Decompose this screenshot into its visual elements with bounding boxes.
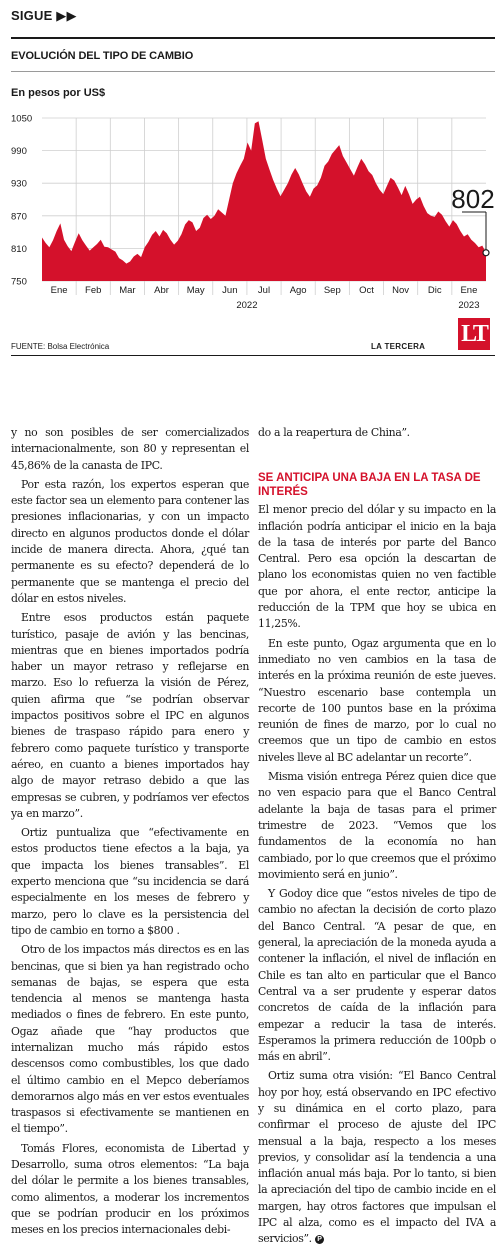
paragraph-text: El menor precio del dólar y su impacto en la inflación podría anticipar el inicio en la baja de la tasa de interés por parte del Banco Central. Pero esa opción la descartan de plano los economistas quien no ven factible que por ahora, el ente rector, anticipe la reducción de la TPM que hoy se ubica en 11,25%. — [258, 503, 496, 631]
sigue-label: SIGUE ▶▶ — [11, 8, 77, 23]
paragraph-text: Ortiz suma otra visión: “El Banco Central hoy por hoy, está observando en IPC efectivo y su dinámica en el corto plazo, para confirmar el proceso de ajuste del IPC mensual a la baja, respecto a los meses previos, y consolidar así la tendencia a una inflación anual más baja. Por lo tanto, si bien la apreciación del tipo de cambio incide en el margen, hay otros factores que impulsan el IPC al alza, como es el impacto del IVA a servicios”. — [258, 1069, 496, 1246]
y-tick-label: 1050 — [11, 113, 33, 125]
x-tick-label: Jun — [222, 285, 238, 296]
x-tick-label: Feb — [85, 285, 102, 296]
top-rule — [11, 37, 495, 39]
article-paragraph — [258, 1068, 496, 1247]
x-tick-label: May — [186, 285, 205, 296]
chart-title: EVOLUCIÓN DEL TIPO DE CAMBIO — [11, 50, 194, 62]
y-tick-label: 870 — [11, 211, 27, 223]
brand-name: LA TERCERA — [371, 342, 426, 351]
y-tick-label: 750 — [11, 276, 27, 288]
x-tick-label: Ene — [50, 285, 68, 296]
x-tick-label: Ene — [460, 285, 478, 296]
y-tick-label: 990 — [11, 146, 27, 158]
y-tick-label: 930 — [11, 178, 27, 190]
article-paragraph: do a la reapertura de China”. — [258, 426, 410, 439]
x-tick-label: Jul — [257, 285, 271, 296]
paragraph-text: Y Godoy dice que “estos niveles de tipo de cambio no afectan la decisión de corto plazo del Banco Central. “A pesar de que, en general, la apreciación de la moneda ayuda a contener la inflación, el nivel de inflación en Chile es tan alto en particular que el Banco Central va a ser prudente y esperar datos concretos de caída de la inflación para empezar a reducir la tasa de interés. Esperamos la primera reducción de 100pb o más en abril”. — [258, 887, 496, 1064]
year-label: 2023 — [458, 300, 480, 311]
article-right-column — [258, 425, 496, 1248]
x-tick-label: Abr — [154, 285, 169, 296]
year-label: 2022 — [236, 300, 258, 311]
article-paragraph: y no son posibles de ser comercializados internacionalmente, son 80 y representan el 45,86% de la canasta de IPC. — [11, 426, 249, 472]
article-paragraph: Por esta razón, los expertos esperan que este factor sea un elemento para contener las presiones inflacionarias, y con un impacto directo en algunos productos donde el dólar incide de manera directa. Ahora, ¿qué tan permanente es su efecto? dependerá de lo permanente que se mantenga el precio del dólar en estos niveles. — [11, 477, 249, 605]
article-paragraph — [258, 886, 496, 1065]
chart-subtitle: En pesos por US$ — [11, 87, 106, 99]
article-left-column — [11, 425, 249, 1239]
exchange-rate-area — [42, 121, 486, 281]
x-tick-label: Sep — [323, 285, 341, 296]
article-paragraph: Otro de los impactos más directos es en las bencinas, que si bien ya han registrado ocho semanas de bajas, se espera que esta tendencia al menos se mantenga hasta mediados o fines de febrero. En este punto, Ogaz añade que “hay productos que internalizan mucho más rápido estos descensos como combustibles, los que dado el último cambio en el Mepco deberíamos demorarnos algo más en ver estos eventuales traspasos si efectivamente se mantienen en el tiempo”. — [11, 943, 249, 1136]
bottom-rule — [11, 355, 495, 356]
x-tick-label: Oct — [359, 285, 374, 296]
last-value-marker — [483, 250, 489, 256]
article-paragraph: Tomás Flores, economista de Libertad y Desarrollo, suma otros elementos: “La baja del dólar le permite a los bienes transables, como alimentos, a moderar los incrementos que se podrían producir en los próximos meses en los precios internacionales debi- — [11, 1141, 249, 1237]
x-tick-label: Ago — [289, 285, 307, 296]
x-tick-label: Mar — [119, 285, 136, 296]
paragraph-text: En este punto, Ogaz argumenta que en lo inmediato no ven cambios en la tasa de interés en la próxima reunión de este jueves. “Nuestro escenario base contempla un recorte de 100 puntos base en la próxima reunión de fines de marzo, por lo cual no creemos que un tipo de cambio en estos niveles lleve al BC adelantar un recorte”. — [258, 636, 496, 764]
title-rule — [11, 71, 495, 72]
article-paragraph: Ortiz puntualiza que “efectivamente en estos productos tiene efectos a la baja, ya que impacta los bienes transables”. El experto menciona que “su incidencia se dará especialmente en los meses de febrero y marzo, pero lo clave es la persistencia del tipo de cambio en torno a $800 . — [11, 826, 249, 937]
section-subhead: SE ANTICIPA UNA BAJA EN LA TASA DE INTERÉS — [258, 472, 481, 499]
article-paragraph — [258, 502, 496, 632]
last-value-label: 802 — [451, 184, 495, 214]
article-paragraph — [258, 769, 496, 883]
x-tick-label: Dic — [427, 285, 442, 296]
exchange-rate-chart — [0, 108, 499, 320]
paragraph-text: Misma visión entrega Pérez quien dice que no ven espacio para que el Banco Central adelante la baja de tasas para el primer trimestre de 2023. “Vemos que los fundamentos de la economía no han cambiado, por lo que creemos que el próximo movimiento será en junio”. — [258, 770, 496, 881]
y-tick-label: 810 — [11, 243, 27, 255]
la-tercera-logo: LT — [458, 318, 490, 350]
source-note: FUENTE: Bolsa Electrónica — [11, 342, 110, 351]
end-mark-icon: P — [315, 1235, 324, 1244]
x-tick-label: Nov — [392, 285, 410, 296]
article-paragraph: Entre esos productos están paquete turístico, pasaje de avión y las bencinas, mientras que en bienes importados podría haber un mayor retraso y reflejarse en marzo. Eso lo refuerza la visión de Pérez, quien afirma que “se podrían observar impactos positivos sobre el IPC en algunos bienes de traspaso rápido para enero y febrero como paquete turístico y transporte aéreo, en cuanto a bienes importados hay algo de mayor retraso debido a que las empresas se cubren, y podríamos ver efectos ya en marzo”. — [11, 611, 249, 820]
article-paragraph — [258, 636, 496, 766]
